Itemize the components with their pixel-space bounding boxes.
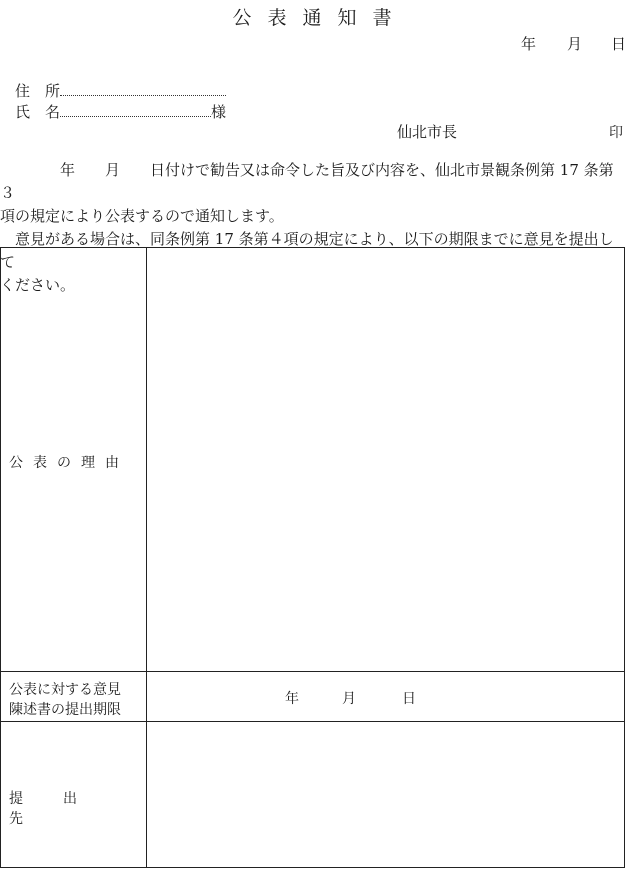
notice-line-4: ください。 bbox=[0, 276, 76, 294]
address-blank-line bbox=[60, 83, 226, 96]
name-label: 氏 名 bbox=[15, 103, 61, 121]
submit-to-text: 提 出 先 bbox=[9, 791, 117, 827]
notice-line-1: 年 月 日付けで勧告又は命令した旨及び内容を、仙北市景観条例第 17 条第３ bbox=[0, 161, 614, 202]
header-date-year: 年 bbox=[521, 35, 537, 53]
deadline-label-line-2: 陳述書の提出期限 bbox=[9, 702, 121, 718]
header-date-month: 月 bbox=[567, 35, 583, 53]
address-row bbox=[15, 80, 226, 101]
deadline-day: 日 bbox=[402, 691, 416, 707]
reason-label: 公表の理由 bbox=[9, 455, 129, 471]
submit-to-label bbox=[9, 788, 139, 828]
table-row-divider-2 bbox=[1, 721, 624, 722]
name-row bbox=[15, 101, 226, 122]
name-blank-line bbox=[60, 104, 211, 117]
table-column-divider bbox=[146, 248, 147, 867]
deadline-label-line-1: 公表に対する意見 bbox=[9, 682, 121, 698]
notice-line-2: 項の規定により公表するので通知します。 bbox=[0, 207, 284, 225]
page-title: 公表通知書 bbox=[232, 7, 408, 29]
address-label: 住 所 bbox=[15, 82, 61, 100]
table-row-divider-1 bbox=[1, 671, 624, 672]
seal-mark: 印 bbox=[609, 125, 623, 141]
deadline-month: 月 bbox=[342, 691, 356, 707]
issuer-name: 仙北市長 bbox=[397, 123, 458, 141]
honorific: 様 bbox=[211, 103, 227, 121]
notice-line-3: 意見がある場合は、同条例第 17 条第４項の規定により、以下の期限までに意見を提出して bbox=[0, 230, 614, 271]
header-date-day: 日 bbox=[611, 35, 626, 53]
notice-table bbox=[0, 247, 625, 868]
deadline-year: 年 bbox=[285, 691, 299, 707]
